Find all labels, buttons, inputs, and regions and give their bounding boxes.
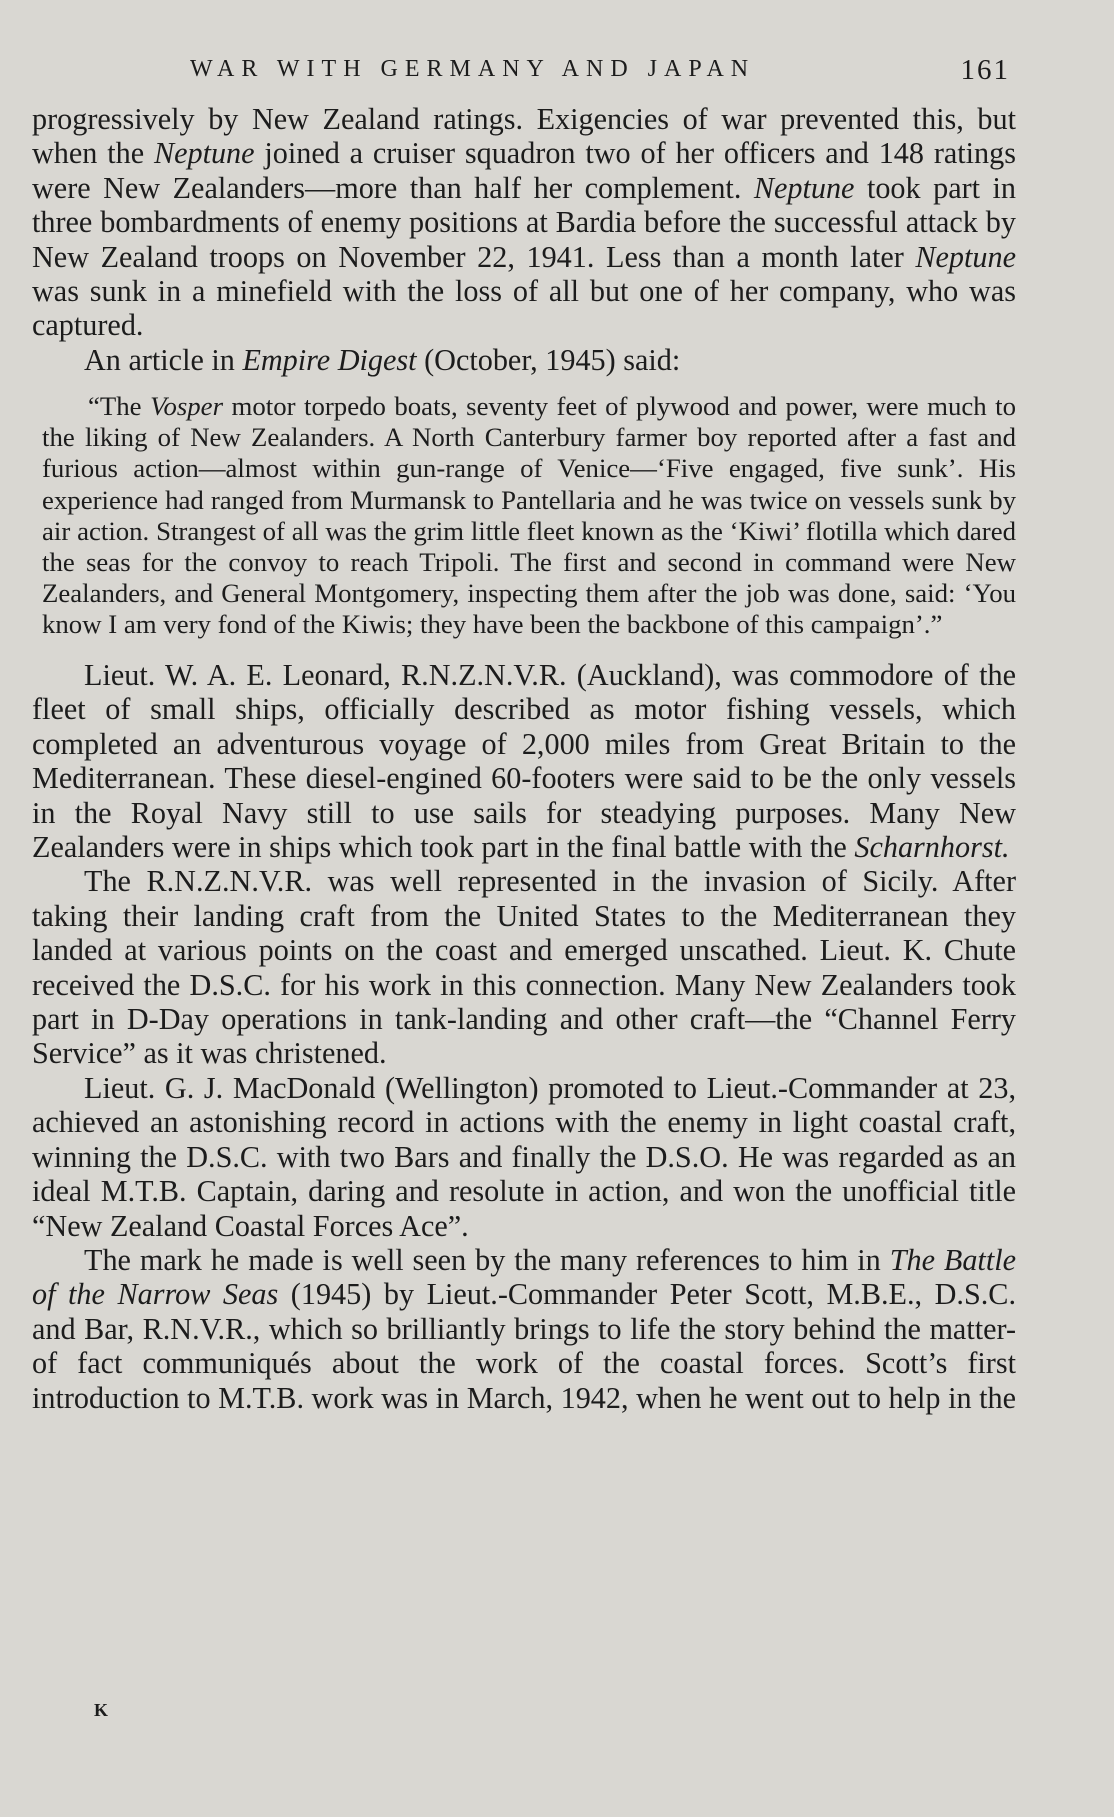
- paragraph: An article in Empire Digest (October, 1945) said:: [84, 342, 681, 377]
- signature-mark: K: [94, 1700, 110, 1720]
- quote-text: “The Vosper motor torpedo boats, seventy feet of plywood and power, were much to the liking of New Zealanders. A North Canterbury farmer boy reported after a fast and furious action—almost within gun-range of Venice—‘Five engaged, five sunk’. His experience had ranged from Murmansk to Pantellaria and he was twice on vessels sunk by air action. Strangest of all was the grim little fleet known as the ‘Kiwi’ flotilla which dared the seas for the convoy to reach Tripoli. The first and second in command were New Zealanders, and General Montgomery, inspecting them after the job was done, said: ‘You know I am very fond of the Kiwis; they have been the backbone of this campaign’.”: [42, 391, 1016, 639]
- running-title: WAR WITH GERMANY AND JAPAN: [190, 56, 756, 82]
- page-number: 161: [960, 54, 1010, 86]
- paragraph: The mark he made is well seen by the many references to him in The Battle of the Narrow Seas (1945) by Lieut.-Commander Peter Scott, M.B.E., D.S.C. and Bar, R.N.V.R., which so brilliantly brings to life the story behind the matter-of fact communiqués about the work of the coastal forces. Scott’s first introduction to M.T.B. work was in March, 1942, when he went out to help in the: [32, 1242, 1016, 1415]
- paragraph: Lieut. W. A. E. Leonard, R.N.Z.N.V.R. (Auckland), was commodore of the fleet of small ships, officially described as motor fishing vessels, which completed an adventurous voyage of 2,000 miles from Great Britain to the Mediterranean. These diesel-engined 60-footers were said to be the only vessels in the Royal Navy still to use sails for steadying purposes. Many New Zealanders were in ships which took part in the final battle with the Scharnhorst.: [32, 658, 1016, 865]
- block-quote: [42, 391, 1016, 640]
- book-title: The Battle of the Narrow Seas: [32, 1242, 1016, 1312]
- paragraph: Lieut. G. J. MacDonald (Wellington) promoted to Lieut.-Commander at 23, achieved an astonishing record in actions with the enemy in light coastal craft, winning the D.S.C. with two Bars and finally the D.S.O. He was regarded as an ideal M.T.B. Captain, daring and resolute in action, and won the unofficial title “New Zealand Coastal Forces Ace”.: [32, 1070, 1016, 1243]
- ship-name: Neptune: [915, 239, 1016, 274]
- paragraph: The R.N.Z.N.V.R. was well represented in the invasion of Sicily. After taking their landing craft from the United States to the Mediterranean they landed at various points on the coast and emerged unscathed. Lieut. K. Chute received the D.S.C. for his work in this connection. Many New Zealanders took part in D-Day operations in tank-landing and other craft—the “Channel Ferry Service” as it was christened.: [32, 864, 1016, 1071]
- ship-name: Neptune: [153, 136, 255, 171]
- publication-title: Empire Digest: [242, 342, 417, 377]
- paragraph: progressively by New Zealand ratings. Exigencies of war prevented this, but when the Neptune joined a cruiser squadron two of her officers and 148 ratings were New Zealanders—more than half her complement. Neptune took part in three bombardments of enemy positions at Bardia before the successful attack by New Zealand troops on November 22, 1941. Less than a month later Neptune was sunk in a minefield with the loss of all but one of her company, who was captured.: [32, 102, 1016, 343]
- running-header: [190, 54, 1010, 86]
- ship-name: Neptune: [753, 170, 855, 205]
- boat-class-name: Vosper: [150, 391, 224, 422]
- ship-name: Scharnhorst.: [854, 830, 1010, 865]
- body-text: [32, 102, 1016, 1415]
